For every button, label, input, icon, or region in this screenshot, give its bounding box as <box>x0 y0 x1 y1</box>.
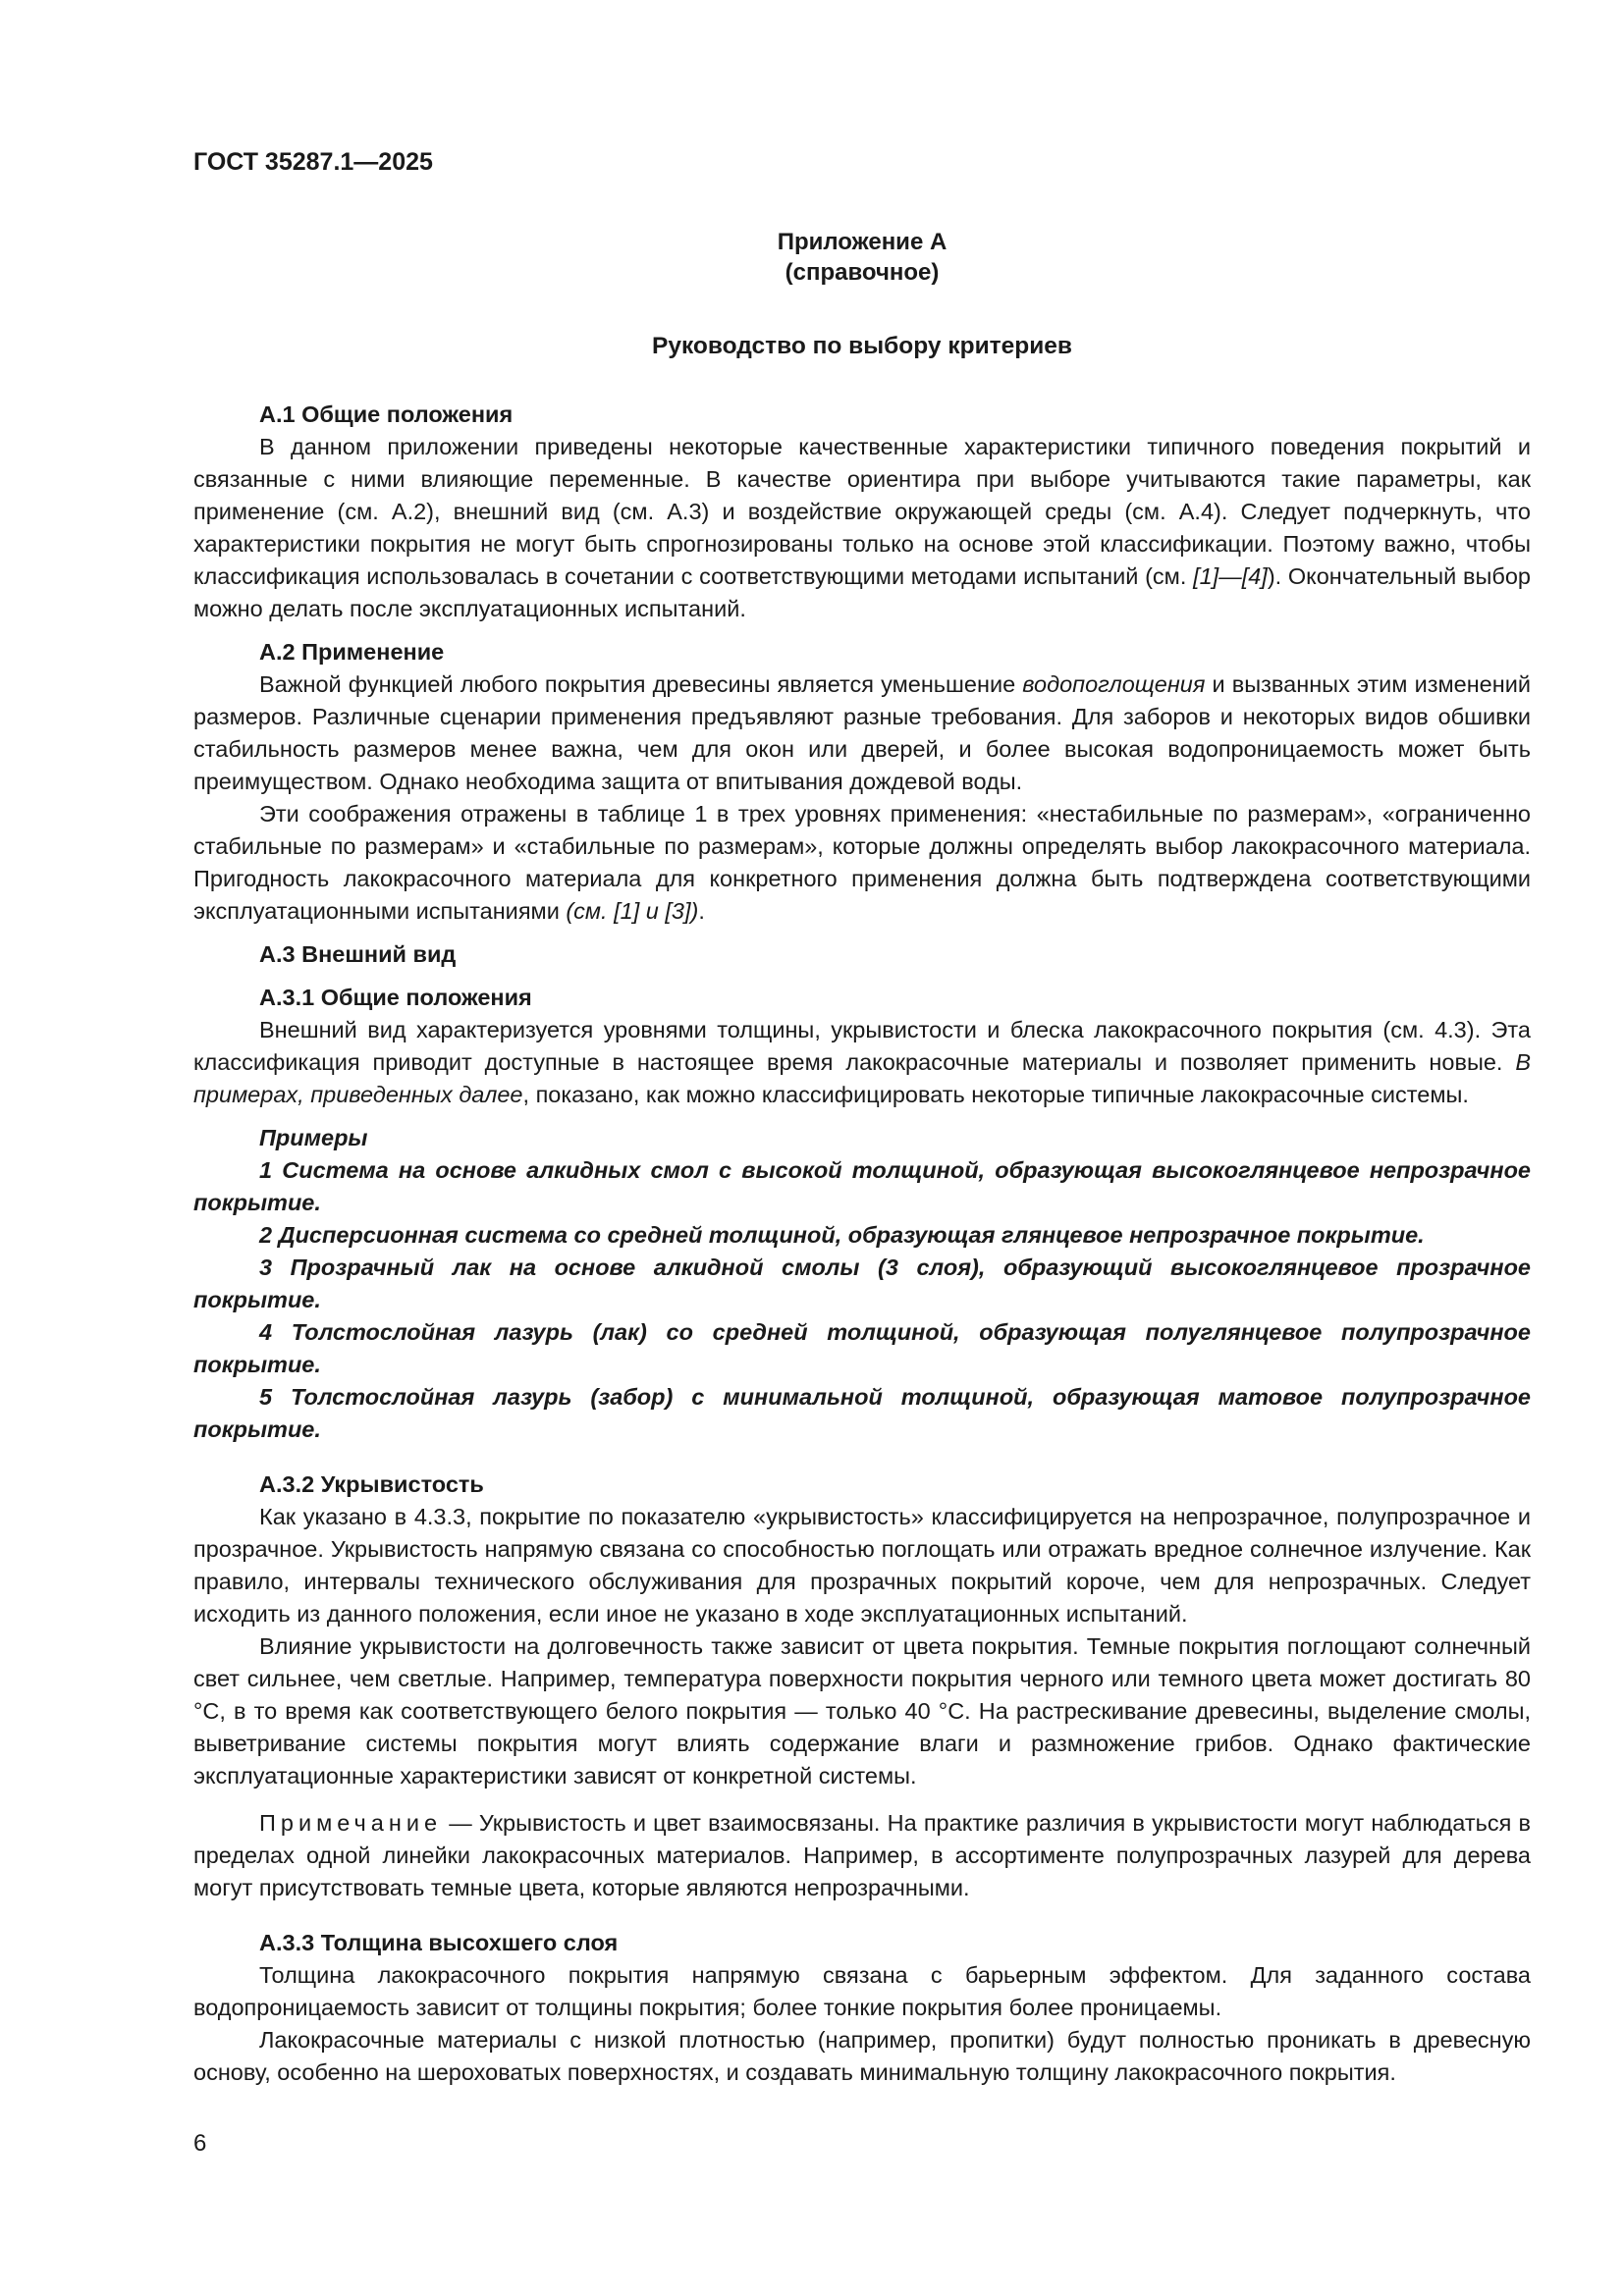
section-a3-heading: А.3 Внешний вид <box>259 941 457 967</box>
section-a2-heading: А.2 Применение <box>259 639 445 665</box>
a1-reference: [1]—[4] <box>1193 563 1268 589</box>
example-item: 3 Прозрачный лак на основе алкидной смолы (3 слоя), образующий высокоглянцевое прозрачное покрытие. <box>193 1255 1531 1312</box>
section-a33-heading: А.3.3 Толщина высохшего слоя <box>259 1930 619 1955</box>
section-a2-paragraph-1 <box>193 668 1531 798</box>
document-code: ГОСТ 35287.1—2025 <box>193 148 433 176</box>
section-a33-paragraph-2: Лакокрасочные материалы с низкой плотностью (например, пропитки) будут полностью проникать в древесную основу, особенно на шероховатых поверхностях, и создавать минимальную толщину лакокрасочного покрытия. <box>193 2027 1531 2085</box>
example-item: 2 Дисперсионная система со средней толщиной, образующая глянцевое непрозрачное покрытие. <box>259 1222 1425 1248</box>
section-a31-heading: А.3.1 Общие положения <box>259 985 532 1010</box>
section-a32-heading: А.3.2 Укрывистость <box>259 1471 484 1497</box>
example-item: 4 Толстослойная лазурь (лак) со средней толщиной, образующая полуглянцевое полупрозрачное покрытие. <box>193 1319 1531 1377</box>
a31-text-end: , показано, как можно классифицировать некоторые типичные лакокрасочные системы. <box>522 1082 1469 1107</box>
a31-text: Внешний вид характеризуется уровнями толщины, укрывистости и блеска лакокрасочного покрытия (см. 4.3). Эта классификация приводит доступные в настоящее время лакокрасочные материалы и позволяет применить новые. <box>193 1017 1531 1075</box>
annex-label: Приложение А <box>777 229 947 255</box>
a2-p1-text-end: и вызванных этим изменений размеров. Различные сценарии применения предъявляют разные требования. Для заборов и некоторых видов обшивки стабильность размеров менее важна, чем для окон или дверей, и более высокая водопроницаемость может быть преимуществом. Однако необходима защита от впитывания дождевой воды. <box>193 671 1531 794</box>
section-a32-paragraph-1: Как указано в 4.3.3, покрытие по показателю «укрывистость» классифицируется на непрозрачное, полупрозрачное и прозрачное. Укрывистость напрямую связана со способностью поглощать или отражать вредное солнечное излучение. Как правило, интервалы технического обслуживания для прозрачных покрытий короче, чем для непрозрачных. Следует исходить из данного положения, если иное не указано в ходе эксплуатационных испытаний. <box>193 1504 1531 1627</box>
note-text: — Укрывистость и цвет взаимосвязаны. На практике различия в укрывистости могут наблюдаться в пределах одной линейки лакокрасочных материалов. Например, в ассортименте полупрозрачных лазурей для дерева могут присутствовать темные цвета, которые являются непрозрачными. <box>193 1810 1531 1900</box>
section-a32-paragraph-2: Влияние укрывистости на долговечность также зависит от цвета покрытия. Темные покрытия поглощают солнечный свет сильнее, чем светлые. Например, температура поверхности покрытия черного или темного цвета может достигать 80 °C, в то время как соответствующего белого покрытия — только 40 °C. На растрескивание древесины, выделение смолы, выветривание системы покрытия могут влиять содержание влаги и размножение грибов. Однако фактические эксплуатационные характеристики зависят от конкретной системы. <box>193 1633 1531 1789</box>
a2-p2-reference: (см. [1] и [3]) <box>566 898 699 924</box>
a2-p1-term: водопоглощения <box>1022 671 1206 697</box>
section-a33-paragraph-1: Толщина лакокрасочного покрытия напрямую связана с барьерным эффектом. Для заданного состава водопроницаемость зависит от толщины покрытия; более тонкие покрытия более проницаемы. <box>193 1962 1531 2020</box>
page-number: 6 <box>193 2130 207 2157</box>
a31-italic: В примерах, приведенных далее <box>193 1049 1531 1107</box>
section-a2-paragraph-2 <box>193 798 1531 928</box>
page-content <box>193 147 1531 2089</box>
section-a31-paragraph <box>193 1014 1531 1111</box>
a2-p2-text: Эти соображения отражены в таблице 1 в трех уровнях применения: «нестабильные по размерам», «ограниченно стабильные по размерам» и «стабильные по размерам», которые должны определять выбор лакокрасочного материала. Пригодность лакокрасочного материала для конкретного применения должна быть подтверждена соответствующими эксплуатационными испытаниями <box>193 801 1531 924</box>
annex-type: (справочное) <box>785 259 940 286</box>
a1-text: В данном приложении приведены некоторые качественные характеристики типичного поведения покрытий и связанные с ними влияющие переменные. В качестве ориентира при выборе учитываются такие параметры, как применение (см. А.2), внешний вид (см. А.3) и воздействие окружающей среды (см. А.4). Следует подчеркнуть, что характеристики покрытия не могут быть спрогнозированы только на основе этой классификации. Поэтому важно, чтобы классификация использовалась в сочетании с соответствующими методами испытаний (см. <box>193 434 1531 589</box>
section-a1-heading: А.1 Общие положения <box>259 401 514 427</box>
example-item: 1 Система на основе алкидных смол с высокой толщиной, образующая высокоглянцевое непрозрачное покрытие. <box>193 1157 1531 1215</box>
examples-label: Примеры <box>259 1125 368 1150</box>
example-item: 5 Толстослойная лазурь (забор) с минимальной толщиной, образующая матовое полупрозрачное покрытие. <box>193 1384 1531 1442</box>
note-label: Примечание <box>259 1810 443 1836</box>
a2-p1-text: Важной функцией любого покрытия древесины является уменьшение <box>259 671 1023 697</box>
a1-text-end: ). Окончательный выбор можно делать после эксплуатационных испытаний. <box>193 563 1531 621</box>
annex-title: Руководство по выбору критериев <box>652 333 1072 359</box>
section-a1-paragraph <box>193 431 1531 625</box>
a2-p2-text-end: . <box>698 898 705 924</box>
note-paragraph <box>193 1807 1531 1904</box>
